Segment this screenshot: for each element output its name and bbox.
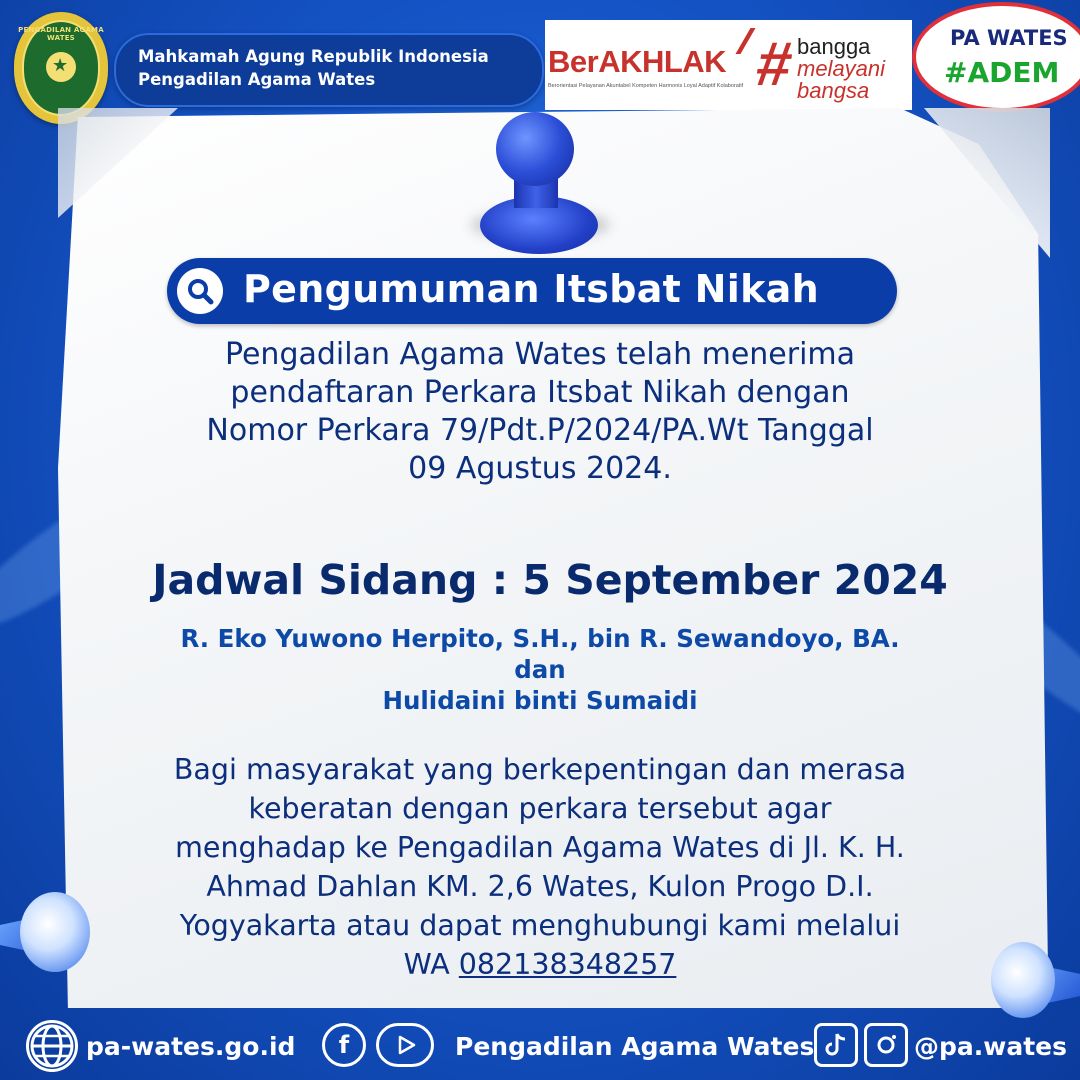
instagram-icon[interactable]	[864, 1023, 908, 1067]
notice-line: Yogyakarta atau dapat menghubungi kami melalui	[179, 909, 901, 942]
website-link[interactable]: pa-wates.go.id	[86, 1032, 296, 1061]
hashtag-icon: #	[752, 30, 797, 99]
social-channel-name[interactable]: Pengadilan Agama Wates	[455, 1032, 815, 1061]
notice-line: Bagi masyarakat yang berkepentingan dan merasa	[173, 753, 907, 786]
megaphone-icon	[0, 880, 100, 990]
badge-title: PA WATES	[950, 26, 1068, 50]
social-handle[interactable]: @pa.wates	[914, 1032, 1068, 1061]
melayani-text: melayani	[797, 56, 886, 81]
berakhlak-banner	[545, 20, 912, 110]
bangsa-text: bangsa	[797, 78, 870, 103]
party-name: R. Eko Yuwono Herpito, S.H., bin R. Sewandoyo, BA.	[180, 624, 900, 653]
court-logo: PENGADILAN AGAMA WATES ★	[14, 12, 108, 124]
organization-title	[114, 33, 544, 107]
announcement-title: Pengumuman Itsbat Nikah	[243, 267, 819, 311]
party-conjunction: dan	[514, 655, 566, 684]
party-name: Hulidaini binti Sumaidi	[382, 686, 698, 715]
court-name-line: Pengadilan Agama Wates	[138, 70, 376, 89]
intro-line: pendaftaran Perkara Itsbat Nikah dengan	[230, 375, 850, 410]
check-icon	[723, 28, 755, 54]
pa-wates-badge	[912, 2, 1080, 112]
notice-line: Ahmad Dahlan KM. 2,6 Wates, Kulon Progo D.I.	[206, 870, 874, 903]
tiktok-icon[interactable]	[814, 1023, 858, 1067]
announcement-header	[167, 258, 897, 324]
badge-hashtag: #ADEM	[944, 56, 1060, 89]
push-pin-head	[496, 112, 574, 186]
berakhlak-logo: BerAKHLAK	[548, 44, 727, 79]
intro-line: Nomor Perkara 79/Pdt.P/2024/PA.Wt Tanggal	[206, 413, 874, 448]
intro-line: Pengadilan Agama Wates telah menerima	[224, 337, 856, 372]
intro-paragraph	[90, 336, 990, 488]
whatsapp-number-link[interactable]: 082138348257	[458, 948, 677, 981]
search-icon	[177, 268, 223, 314]
hearing-schedule: Jadwal Sidang : 5 September 2024	[152, 556, 948, 604]
notice-paragraph	[90, 750, 990, 984]
notice-line: keberatan dengan perkara tersebut agar	[248, 792, 832, 825]
globe-icon	[26, 1020, 78, 1072]
facebook-icon[interactable]: f	[322, 1023, 366, 1067]
youtube-icon[interactable]	[376, 1023, 434, 1067]
footer-bar	[0, 1012, 1080, 1080]
intro-line: 09 Agustus 2024.	[408, 451, 672, 486]
notice-line: menghadap ke Pengadilan Agama Wates di Jl. K. H.	[175, 831, 905, 864]
whatsapp-line	[90, 945, 990, 984]
bangga-text: bangga	[797, 34, 871, 59]
whatsapp-label: WA	[403, 948, 450, 981]
berakhlak-tagline: Berorientasi Pelayanan Akuntabel Kompeten Harmonis Loyal Adaptif Kolaboratif	[548, 83, 744, 89]
org-name-line: Mahkamah Agung Republik Indonesia	[138, 47, 489, 66]
